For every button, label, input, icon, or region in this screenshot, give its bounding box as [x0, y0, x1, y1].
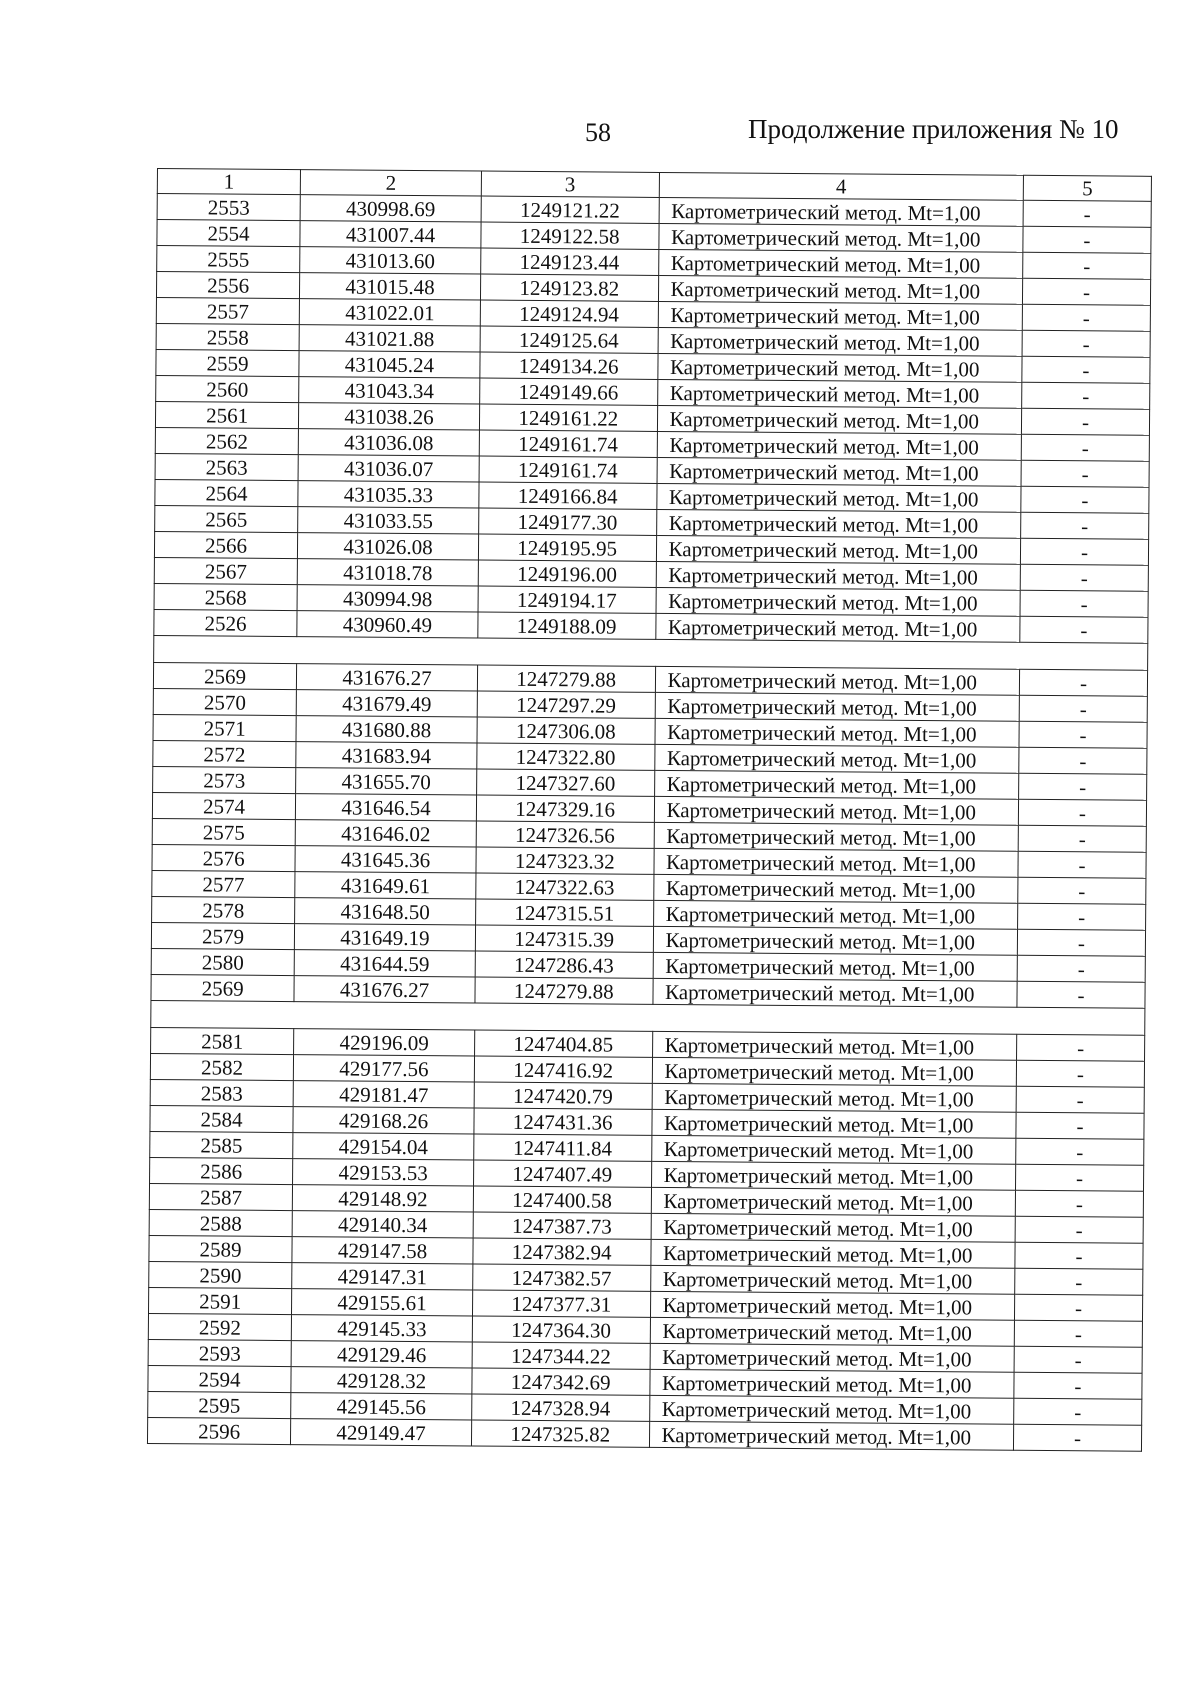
y-coordinate-cell: 1249123.82: [480, 274, 658, 301]
y-coordinate-cell: 1249149.66: [480, 378, 658, 405]
point-number-cell: 2574: [152, 792, 295, 819]
point-number-cell: 2589: [149, 1235, 292, 1262]
point-number-cell: 2581: [151, 1027, 294, 1054]
note-cell: -: [1014, 1320, 1142, 1347]
x-coordinate-cell: 431679.49: [296, 690, 477, 717]
note-cell: -: [1023, 252, 1151, 279]
y-coordinate-cell: 1247382.94: [473, 1238, 651, 1265]
y-coordinate-cell: 1247279.88: [477, 665, 655, 692]
method-cell: Картометрический метод. Mt=1,00: [649, 1369, 1014, 1398]
method-cell: Картометрический метод. Mt=1,00: [651, 1187, 1016, 1216]
x-coordinate-cell: 431644.59: [294, 950, 475, 977]
point-number-cell: 2555: [157, 246, 300, 273]
table-body: [147, 194, 1151, 1452]
note-cell: -: [1020, 616, 1148, 643]
point-number-cell: 2571: [153, 714, 296, 741]
y-coordinate-cell: 1247387.73: [473, 1212, 651, 1239]
y-coordinate-cell: 1249177.30: [479, 508, 657, 535]
method-cell: Картометрический метод. Mt=1,00: [650, 1291, 1015, 1320]
coordinates-sheet: [147, 168, 1152, 1452]
x-coordinate-cell: 429153.53: [293, 1159, 474, 1186]
page-caption: Продолжение приложения № 10: [748, 114, 1119, 144]
y-coordinate-cell: 1247382.57: [473, 1264, 651, 1291]
y-coordinate-cell: 1247431.36: [474, 1108, 652, 1135]
y-coordinate-cell: 1247322.80: [477, 743, 655, 770]
x-coordinate-cell: 431036.07: [298, 455, 479, 482]
method-cell: Картометрический метод. Mt=1,00: [650, 1265, 1015, 1294]
method-cell: Картометрический метод. Mt=1,00: [658, 327, 1023, 356]
method-cell: Картометрический метод. Mt=1,00: [655, 613, 1020, 642]
y-coordinate-cell: 1249122.58: [481, 222, 659, 249]
x-coordinate-cell: 431015.48: [300, 273, 481, 300]
note-cell: -: [1021, 460, 1149, 487]
y-coordinate-cell: 1247329.16: [476, 795, 654, 822]
x-coordinate-cell: 431646.54: [296, 794, 477, 821]
method-cell: Картометрический метод. Mt=1,00: [656, 535, 1021, 564]
y-coordinate-cell: 1249134.26: [480, 352, 658, 379]
point-number-cell: 2565: [155, 505, 298, 532]
x-coordinate-cell: 429148.92: [292, 1185, 473, 1212]
x-coordinate-cell: 431045.24: [299, 351, 480, 378]
method-cell: Картометрический метод. Mt=1,00: [654, 796, 1019, 825]
point-number-cell: 2593: [148, 1339, 291, 1366]
x-coordinate-cell: 429154.04: [293, 1133, 474, 1160]
y-coordinate-cell: 1247279.88: [475, 977, 653, 1004]
note-cell: -: [1017, 929, 1145, 956]
x-coordinate-cell: 430998.69: [300, 195, 481, 222]
column-header: 5: [1023, 175, 1151, 201]
point-number-cell: 2587: [149, 1183, 292, 1210]
method-cell: Картометрический метод. Mt=1,00: [657, 379, 1022, 408]
note-cell: -: [1019, 669, 1147, 696]
method-cell: Картометрический метод. Mt=1,00: [657, 353, 1022, 382]
note-cell: -: [1019, 773, 1147, 800]
method-cell: Картометрический метод. Mt=1,00: [651, 1161, 1016, 1190]
method-cell: Картометрический метод. Mt=1,00: [658, 249, 1023, 278]
note-cell: -: [1020, 564, 1148, 591]
note-cell: -: [1017, 981, 1145, 1008]
point-number-cell: 2569: [151, 974, 294, 1001]
point-number-cell: 2594: [148, 1365, 291, 1392]
point-number-cell: 2553: [157, 194, 300, 221]
y-coordinate-cell: 1247342.69: [472, 1368, 650, 1395]
note-cell: -: [1022, 382, 1150, 409]
column-header: 4: [659, 172, 1024, 200]
point-number-cell: 2572: [153, 740, 296, 767]
x-coordinate-cell: 430960.49: [297, 611, 478, 638]
point-number-cell: 2595: [148, 1391, 291, 1418]
y-coordinate-cell: 1247400.58: [473, 1186, 651, 1213]
method-cell: Картометрический метод. Mt=1,00: [656, 561, 1021, 590]
method-cell: Картометрический метод. Mt=1,00: [658, 301, 1023, 330]
x-coordinate-cell: 431649.61: [295, 872, 476, 899]
method-cell: Картометрический метод. Mt=1,00: [651, 1213, 1016, 1242]
x-coordinate-cell: 431018.78: [297, 559, 478, 586]
y-coordinate-cell: 1249194.17: [478, 586, 656, 613]
note-cell: -: [1016, 1060, 1144, 1087]
note-cell: -: [1014, 1372, 1142, 1399]
note-cell: -: [1019, 695, 1147, 722]
method-cell: Картометрический метод. Mt=1,00: [658, 223, 1023, 252]
y-coordinate-cell: 1249161.74: [479, 430, 657, 457]
method-cell: Картометрический метод. Mt=1,00: [651, 1109, 1016, 1138]
method-cell: Картометрический метод. Mt=1,00: [650, 1239, 1015, 1268]
method-cell: Картометрический метод. Mt=1,00: [654, 770, 1019, 799]
y-coordinate-cell: 1249188.09: [478, 612, 656, 639]
method-cell: Картометрический метод. Mt=1,00: [655, 718, 1020, 747]
y-coordinate-cell: 1247322.63: [476, 873, 654, 900]
note-cell: -: [1021, 434, 1149, 461]
y-coordinate-cell: 1247416.92: [474, 1056, 652, 1083]
x-coordinate-cell: 431648.50: [295, 898, 476, 925]
note-cell: -: [1014, 1424, 1142, 1451]
method-cell: Картометрический метод. Mt=1,00: [657, 405, 1022, 434]
point-number-cell: 2591: [149, 1287, 292, 1314]
column-header: 3: [481, 171, 659, 197]
note-cell: -: [1018, 799, 1146, 826]
note-cell: -: [1019, 721, 1147, 748]
note-cell: -: [1014, 1346, 1142, 1373]
point-number-cell: 2560: [156, 375, 299, 402]
x-coordinate-cell: 431676.27: [297, 664, 478, 691]
y-coordinate-cell: 1247364.30: [472, 1316, 650, 1343]
method-cell: Картометрический метод. Mt=1,00: [651, 1135, 1016, 1164]
point-number-cell: 2590: [149, 1261, 292, 1288]
y-coordinate-cell: 1247315.39: [475, 925, 653, 952]
y-coordinate-cell: 1247323.32: [476, 847, 654, 874]
note-cell: -: [1021, 408, 1149, 435]
method-cell: Картометрический метод. Mt=1,00: [656, 509, 1021, 538]
method-cell: Картометрический метод. Mt=1,00: [657, 431, 1022, 460]
method-cell: Картометрический метод. Mt=1,00: [656, 483, 1021, 512]
y-coordinate-cell: 1249166.84: [479, 482, 657, 509]
note-cell: -: [1016, 1112, 1144, 1139]
point-number-cell: 2526: [154, 609, 297, 636]
note-cell: -: [1021, 486, 1149, 513]
note-cell: -: [1015, 1216, 1143, 1243]
x-coordinate-cell: 431655.70: [296, 768, 477, 795]
x-coordinate-cell: 431646.02: [295, 820, 476, 847]
x-coordinate-cell: 429128.32: [291, 1367, 472, 1394]
x-coordinate-cell: 429129.46: [291, 1341, 472, 1368]
x-coordinate-cell: 431033.55: [298, 507, 479, 534]
x-coordinate-cell: 429145.33: [291, 1315, 472, 1342]
method-cell: Картометрический метод. Mt=1,00: [658, 275, 1023, 304]
method-cell: Картометрический метод. Mt=1,00: [653, 926, 1018, 955]
note-cell: -: [1019, 747, 1147, 774]
note-cell: -: [1016, 1086, 1144, 1113]
x-coordinate-cell: 430994.98: [297, 585, 478, 612]
x-coordinate-cell: 431022.01: [299, 299, 480, 326]
method-cell: Картометрический метод. Mt=1,00: [655, 692, 1020, 721]
method-cell: Картометрический метод. Mt=1,00: [649, 1395, 1014, 1424]
y-coordinate-cell: 1249195.95: [478, 534, 656, 561]
x-coordinate-cell: 429147.58: [292, 1237, 473, 1264]
y-coordinate-cell: 1247325.82: [471, 1420, 649, 1447]
y-coordinate-cell: 1247297.29: [477, 691, 655, 718]
point-number-cell: 2559: [156, 349, 299, 376]
note-cell: -: [1017, 955, 1145, 982]
note-cell: -: [1018, 851, 1146, 878]
y-coordinate-cell: 1249125.64: [480, 326, 658, 353]
x-coordinate-cell: 431036.08: [298, 429, 479, 456]
y-coordinate-cell: 1247407.49: [473, 1160, 651, 1187]
x-coordinate-cell: 431676.27: [294, 976, 475, 1003]
point-number-cell: 2584: [150, 1105, 293, 1132]
x-coordinate-cell: 429181.47: [293, 1081, 474, 1108]
y-coordinate-cell: 1247344.22: [472, 1342, 650, 1369]
x-coordinate-cell: 429147.31: [292, 1263, 473, 1290]
method-cell: Картометрический метод. Mt=1,00: [649, 1421, 1014, 1450]
point-number-cell: 2592: [148, 1313, 291, 1340]
point-number-cell: 2576: [152, 844, 295, 871]
point-number-cell: 2583: [150, 1079, 293, 1106]
y-coordinate-cell: 1247328.94: [472, 1394, 650, 1421]
point-number-cell: 2586: [150, 1157, 293, 1184]
x-coordinate-cell: 431021.88: [299, 325, 480, 352]
method-cell: Картометрический метод. Mt=1,00: [656, 587, 1021, 616]
point-number-cell: 2570: [153, 688, 296, 715]
note-cell: -: [1022, 356, 1150, 383]
point-number-cell: 2557: [156, 297, 299, 324]
point-number-cell: 2562: [155, 427, 298, 454]
y-coordinate-cell: 1249121.22: [481, 196, 659, 223]
note-cell: -: [1023, 278, 1151, 305]
note-cell: -: [1017, 1034, 1145, 1061]
y-coordinate-cell: 1249124.94: [480, 300, 658, 327]
point-number-cell: 2569: [153, 662, 296, 689]
note-cell: -: [1016, 1138, 1144, 1165]
method-cell: Картометрический метод. Mt=1,00: [652, 1057, 1017, 1086]
note-cell: -: [1022, 330, 1150, 357]
y-coordinate-cell: 1249196.00: [478, 560, 656, 587]
x-coordinate-cell: 431649.19: [295, 924, 476, 951]
note-cell: -: [1018, 877, 1146, 904]
column-header: 2: [300, 170, 481, 196]
method-cell: Картометрический метод. Mt=1,00: [654, 848, 1019, 877]
x-coordinate-cell: 431043.34: [299, 377, 480, 404]
y-coordinate-cell: 1249161.74: [479, 456, 657, 483]
note-cell: -: [1023, 200, 1151, 227]
note-cell: -: [1016, 1164, 1144, 1191]
point-number-cell: 2588: [149, 1209, 292, 1236]
method-cell: Картометрический метод. Mt=1,00: [653, 952, 1018, 981]
x-coordinate-cell: 429155.61: [292, 1289, 473, 1316]
note-cell: -: [1015, 1268, 1143, 1295]
point-number-cell: 2556: [156, 272, 299, 299]
x-coordinate-cell: 429196.09: [294, 1029, 475, 1056]
point-number-cell: 2577: [152, 870, 295, 897]
y-coordinate-cell: 1247286.43: [475, 951, 653, 978]
x-coordinate-cell: 431680.88: [296, 716, 477, 743]
x-coordinate-cell: 431645.36: [295, 846, 476, 873]
point-number-cell: 2568: [154, 583, 297, 610]
point-number-cell: 2564: [155, 479, 298, 506]
note-cell: -: [1018, 903, 1146, 930]
y-coordinate-cell: 1247377.31: [472, 1290, 650, 1317]
y-coordinate-cell: 1247326.56: [476, 821, 654, 848]
point-number-cell: 2561: [155, 401, 298, 428]
y-coordinate-cell: 1247306.08: [477, 717, 655, 744]
note-cell: -: [1022, 304, 1150, 331]
point-number-cell: 2558: [156, 323, 299, 350]
point-number-cell: 2579: [151, 922, 294, 949]
x-coordinate-cell: 431007.44: [300, 221, 481, 248]
method-cell: Картометрический метод. Mt=1,00: [653, 874, 1018, 903]
note-cell: -: [1015, 1242, 1143, 1269]
note-cell: -: [1023, 226, 1151, 253]
y-coordinate-cell: 1249161.22: [479, 404, 657, 431]
method-cell: Картометрический метод. Mt=1,00: [655, 666, 1020, 695]
y-coordinate-cell: 1247327.60: [476, 769, 654, 796]
point-number-cell: 2566: [154, 531, 297, 558]
point-number-cell: 2596: [147, 1417, 290, 1444]
point-number-cell: 2567: [154, 557, 297, 584]
y-coordinate-cell: 1247315.51: [475, 899, 653, 926]
method-cell: Картометрический метод. Mt=1,00: [659, 197, 1024, 226]
note-cell: -: [1020, 590, 1148, 617]
method-cell: Картометрический метод. Mt=1,00: [652, 1031, 1017, 1060]
method-cell: Картометрический метод. Mt=1,00: [650, 1343, 1015, 1372]
y-coordinate-cell: 1247404.85: [474, 1030, 652, 1057]
method-cell: Картометрический метод. Mt=1,00: [657, 457, 1022, 486]
note-cell: -: [1015, 1294, 1143, 1321]
method-cell: Картометрический метод. Mt=1,00: [652, 1083, 1017, 1112]
point-number-cell: 2582: [150, 1053, 293, 1080]
point-number-cell: 2554: [157, 220, 300, 247]
x-coordinate-cell: 431026.08: [298, 533, 479, 560]
x-coordinate-cell: 429140.34: [292, 1211, 473, 1238]
point-number-cell: 2585: [150, 1131, 293, 1158]
y-coordinate-cell: 1249123.44: [481, 248, 659, 275]
x-coordinate-cell: 431013.60: [300, 247, 481, 274]
y-coordinate-cell: 1247420.79: [474, 1082, 652, 1109]
x-coordinate-cell: 431038.26: [299, 403, 480, 430]
page-number: 58: [585, 118, 611, 147]
note-cell: -: [1020, 538, 1148, 565]
note-cell: -: [1014, 1398, 1142, 1425]
method-cell: Картометрический метод. Mt=1,00: [654, 822, 1019, 851]
method-cell: Картометрический метод. Mt=1,00: [654, 744, 1019, 773]
note-cell: -: [1018, 825, 1146, 852]
coordinates-table: [147, 168, 1152, 1452]
y-coordinate-cell: 1247411.84: [474, 1134, 652, 1161]
method-cell: Картометрический метод. Mt=1,00: [650, 1317, 1015, 1346]
point-number-cell: 2573: [153, 766, 296, 793]
point-number-cell: 2580: [151, 948, 294, 975]
point-number-cell: 2578: [152, 896, 295, 923]
x-coordinate-cell: 429149.47: [291, 1419, 472, 1446]
note-cell: -: [1021, 512, 1149, 539]
x-coordinate-cell: 429145.56: [291, 1393, 472, 1420]
method-cell: Картометрический метод. Mt=1,00: [652, 978, 1017, 1007]
x-coordinate-cell: 431683.94: [296, 742, 477, 769]
note-cell: -: [1015, 1190, 1143, 1217]
point-number-cell: 2575: [152, 818, 295, 845]
x-coordinate-cell: 431035.33: [298, 481, 479, 508]
method-cell: Картометрический метод. Mt=1,00: [653, 900, 1018, 929]
column-header: 1: [157, 169, 300, 195]
x-coordinate-cell: 429177.56: [293, 1055, 474, 1082]
x-coordinate-cell: 429168.26: [293, 1107, 474, 1134]
point-number-cell: 2563: [155, 453, 298, 480]
